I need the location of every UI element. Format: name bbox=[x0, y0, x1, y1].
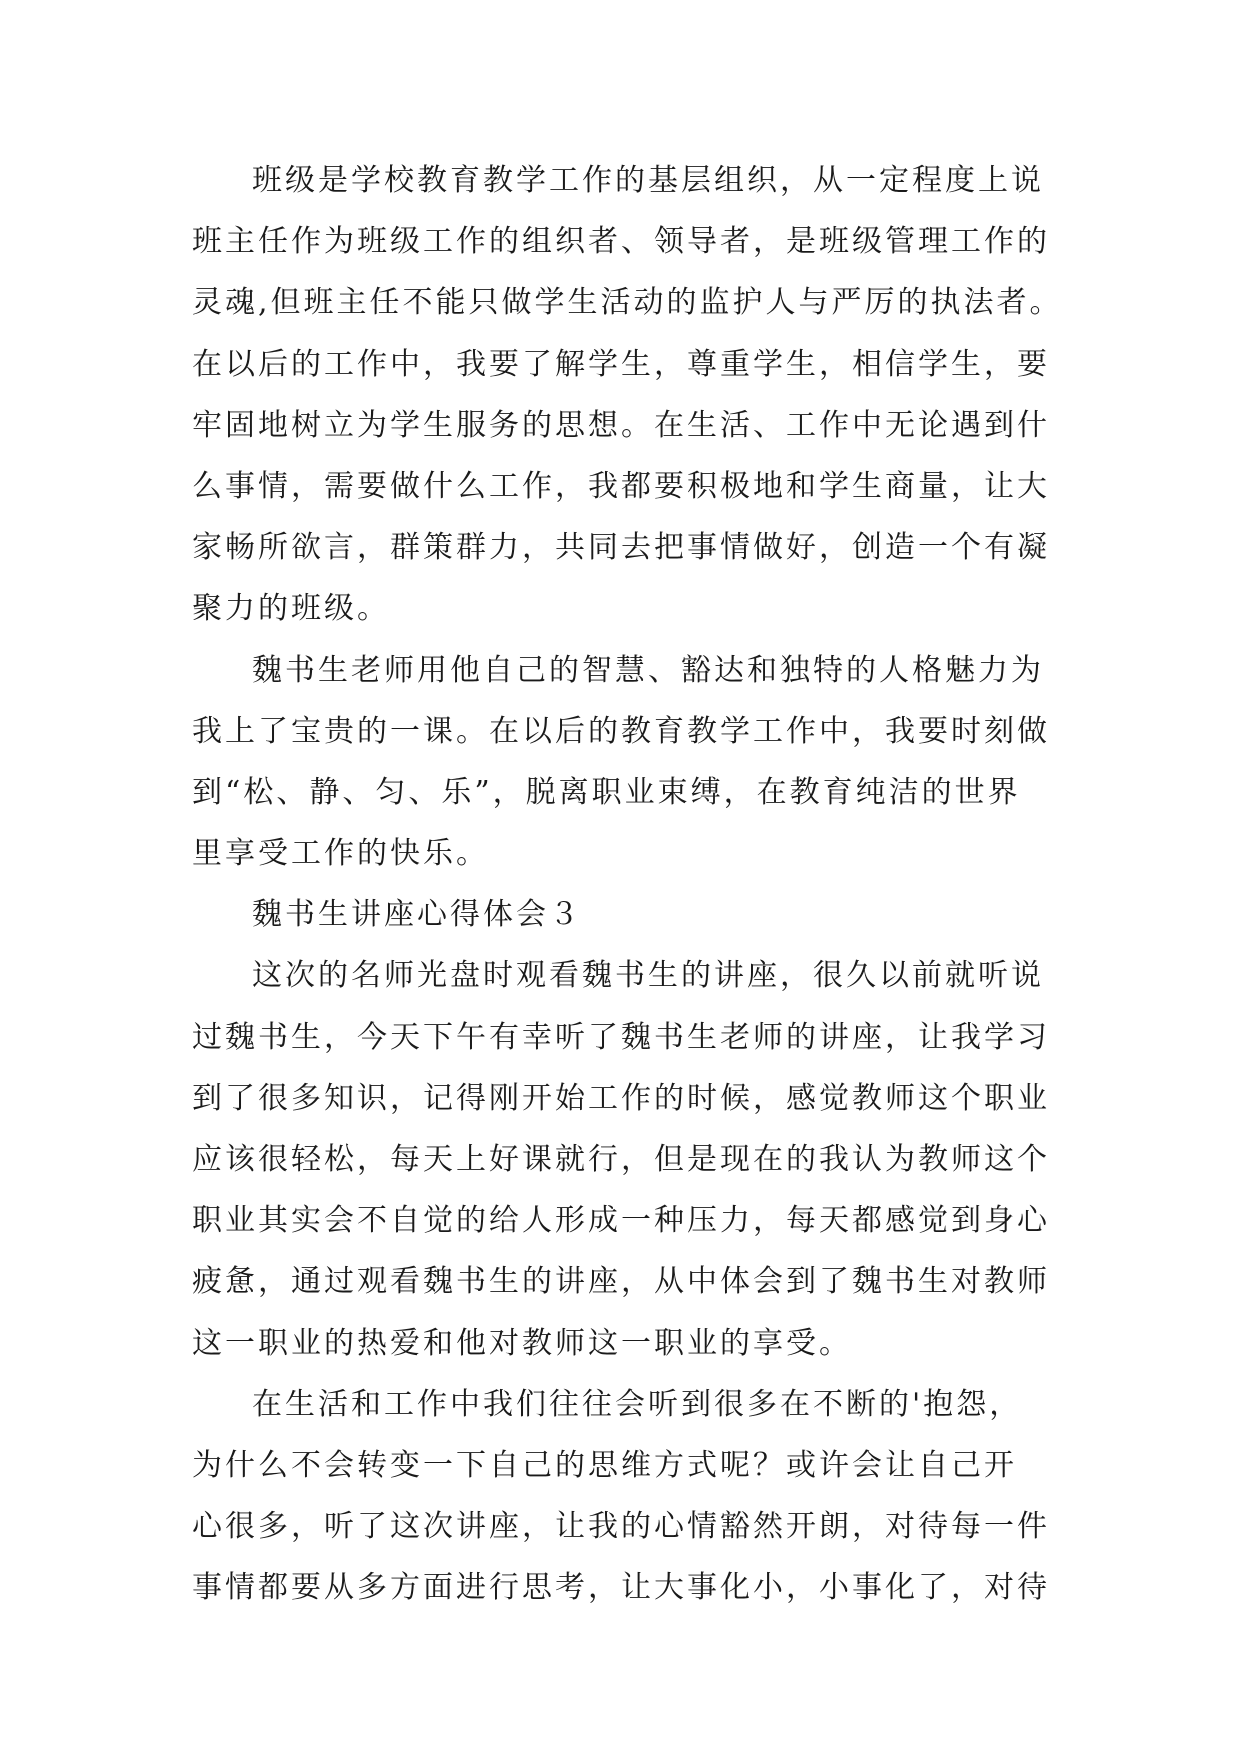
paragraph-line: 疲惫，通过观看魏书生的讲座，从中体会到了魏书生对教师 bbox=[192, 1264, 1050, 1300]
paragraph-line: 灵魂,但班主任不能只做学生活动的监护人与严厉的执法者。 bbox=[192, 285, 1063, 321]
paragraph-line: 过魏书生，今天下午有幸听了魏书生老师的讲座，让我学习 bbox=[192, 1019, 1050, 1055]
paragraph-line: 么事情，需要做什么工作，我都要积极地和学生商量，让大 bbox=[192, 468, 1050, 504]
paragraph-line: 心很多，听了这次讲座，让我的心情豁然开朗，对待每一件 bbox=[192, 1509, 1050, 1545]
paragraph-line: 家畅所欲言，群策群力，共同去把事情做好，创造一个有凝 bbox=[192, 530, 1050, 566]
paragraph-line: 到“松、静、匀、乐”，脱离职业束缚，在教育纯洁的世界 bbox=[192, 774, 1021, 810]
paragraph-line: 牢固地树立为学生服务的思想。在生活、工作中无论遇到什 bbox=[192, 407, 1050, 443]
paragraph-line: 事情都要从多方面进行思考，让大事化小，小事化了，对待 bbox=[192, 1570, 1050, 1606]
paragraph-first-line: 在生活和工作中我们往往会听到很多在不断的'抱怨， bbox=[252, 1386, 1023, 1422]
paragraph-line: 到了很多知识，记得刚开始工作的时候，感觉教师这个职业 bbox=[192, 1080, 1050, 1116]
paragraph-line: 职业其实会不自觉的给人形成一种压力，每天都感觉到身心 bbox=[192, 1203, 1050, 1239]
paragraph-first-line: 魏书生老师用他自己的智慧、豁达和独特的人格魅力为 bbox=[252, 652, 1044, 688]
paragraph-first-line: 班级是学校教育教学工作的基层组织，从一定程度上说 bbox=[252, 163, 1044, 198]
paragraph-line: 里享受工作的快乐。 bbox=[192, 836, 489, 872]
paragraph-line: 这一职业的热爱和他对教师这一职业的享受。 bbox=[192, 1325, 852, 1361]
paragraph-line: 在以后的工作中，我要了解学生，尊重学生，相信学生，要 bbox=[192, 346, 1050, 382]
paragraph-line: 应该很轻松，每天上好课就行，但是现在的我认为教师这个 bbox=[192, 1142, 1050, 1177]
paragraph-first-line: 魏书生讲座心得体会３ bbox=[252, 897, 582, 933]
paragraph-line: 班主任作为班级工作的组织者、领导者，是班级管理工作的 bbox=[192, 224, 1050, 260]
paragraph-line: 为什么不会转变一下自己的思维方式呢？或许会让自己开 bbox=[192, 1447, 1017, 1483]
paragraph-first-line: 这次的名师光盘时观看魏书生的讲座，很久以前就听说 bbox=[252, 958, 1044, 994]
body-text bbox=[192, 150, 1092, 1619]
paragraph-line: 聚力的班级。 bbox=[192, 591, 390, 627]
paragraph-line: 我上了宝贵的一课。在以后的教育教学工作中，我要时刻做 bbox=[192, 713, 1050, 749]
